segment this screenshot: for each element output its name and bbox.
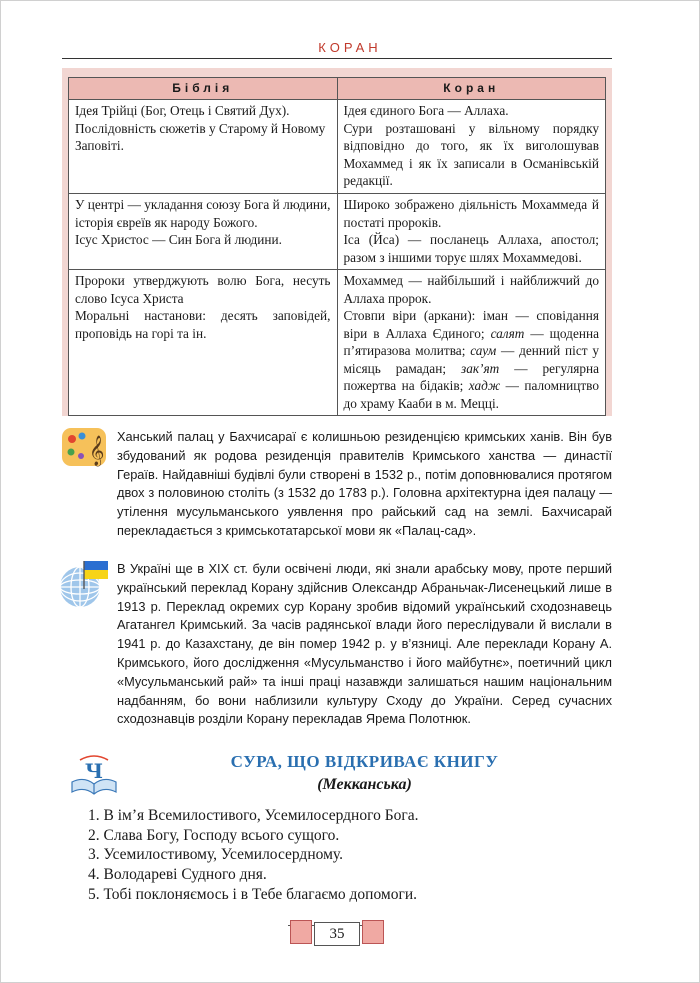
sura-subtitle: (Мекканська) — [317, 776, 412, 793]
cell-text: Ісус Христос — Син Бога й людини. — [75, 232, 282, 247]
header-rule — [62, 58, 612, 59]
comparison-table — [68, 77, 606, 416]
cell-text: Ідея Трійці (Бог, Отець і Святий Дух). — [75, 103, 290, 118]
quran-cell — [337, 194, 606, 270]
list-item: 3. Усемилостивому, Усемилосердному. — [88, 846, 343, 864]
table-row — [69, 194, 606, 270]
column-header-quran: Коран — [337, 78, 606, 100]
table-header-row — [69, 78, 606, 100]
cell-text: Моральні настанови: десять заповідей, проповідь на горі та ін. — [75, 308, 331, 341]
sura-title: СУРА, ЩО ВІДКРИВАЄ КНИГУ — [230, 752, 499, 771]
page-number: 35 — [314, 922, 360, 946]
cell-text-segment: — щоденна п’ятиразова молитва; — [343, 325, 599, 358]
list-item: 1. В ім’я Всемилостивого, Усемилосердного Бога. — [88, 807, 419, 824]
palace-info-block — [117, 428, 612, 541]
music-note-palette-icon — [60, 425, 110, 469]
term-khadzh: хадж — [468, 378, 501, 393]
running-title: КОРАН — [318, 40, 382, 55]
cell-text: Сури розташовані у вільному порядку відповідно до того, як їх виголошував Мохаммед і як їх записали в Османівській редакції. — [343, 120, 599, 188]
term-saum: саум — [470, 343, 497, 358]
verse-list — [88, 806, 588, 905]
cell-text-segment: — регулярна пожертва на бідаків; — [343, 360, 599, 393]
cell-text: Пророки утверджують волю Бога, несуть слово Ісуса Христа — [75, 273, 331, 306]
cell-text: Ідея єдиного Бога — Аллаха. — [343, 103, 509, 118]
svg-text:𝄞: 𝄞 — [89, 436, 105, 466]
translation-info-block — [117, 560, 612, 729]
cell-text-segment: — паломництво до храму Кааби в м. Мецці. — [343, 378, 599, 411]
cell-text-segment: Стовпи віри (аркани): іман — сповідання віри в Аллаха Єдиного; — [343, 308, 599, 341]
column-header-bible: Біблія — [69, 78, 338, 100]
book-icon-letter: Ч — [84, 759, 104, 783]
cell-text: Іса (Йса) — посланець Аллаха, апостол; разом з іншими торує шлях Мохаммедові. — [343, 232, 599, 265]
cell-text: Широко зображено діяльність Мохаммеда й постаті пророків. — [343, 197, 599, 230]
page-number-left-block — [290, 920, 312, 944]
term-salyat: салят — [490, 325, 525, 341]
quran-cell — [337, 270, 606, 416]
table-row — [69, 270, 606, 416]
cell-text-segment: — денний піст у місяць рамадан; — [343, 343, 599, 376]
cell-text: Мохаммед — найбільший і найближчий до Аллаха пророк. — [343, 273, 599, 306]
cell-text: У центрі — укладання союзу Бога й людини, історія євреїв як народу Божого. — [75, 197, 331, 230]
cell-text: Послідовність сюжетів у Старому й Новому Заповіті. — [75, 120, 326, 153]
palace-info-text: Ханський палац у Бахчисараї є колишньою резиденцією кримських ханів. Він був збудований як родова резиденція правителів Кримського ханства — династії Гераїв. Найдавніші будівлі були створені в 1532 р., потім доповнювалися протягом двох з половиною століть (з 1532 до 1783 р.). Головна архітектурна ідея палацу — утілення мусульманського уявлення про райський сад на землі. Бахчисарай перекладається з кримськотатарської мови як «Палац-сад». — [117, 429, 612, 538]
pillars-of-faith-text — [344, 307, 600, 412]
reading-book-icon — [68, 752, 120, 798]
page-number-right-block — [362, 920, 384, 944]
term-zakyat: зак’ят — [461, 360, 500, 376]
quran-cell — [337, 100, 606, 194]
bible-cell — [69, 194, 338, 270]
list-item: 2. Слава Богу, Господу всього сущого. — [88, 826, 340, 844]
bible-cell — [69, 270, 338, 416]
bible-cell — [69, 100, 338, 194]
globe-flag-icon — [56, 555, 112, 611]
list-item: 4. Володареві Судного дня. — [88, 866, 267, 884]
comparison-table-panel — [62, 68, 612, 416]
list-item: 5. Тобі поклоняємось і в Тебе благаємо допомоги. — [88, 885, 418, 903]
translation-info-text: В Україні ще в XIX ст. були освічені люди, які знали арабську мову, проте перший український переклад Корану здійснив Олександр Абраньчак-Лисенецький лише в 1913 р. Переклад окремих сур Корану зробив відомий український сходознавець Агатангел Кримський. За часів радянської влади його переслідували й вислали в 1941 р. до Казахстану, де він помер 1942 р. у в’язниці. Але переклади Корану А. Кримського, його дослідження «Мусульманство і його майбутнє», поетичний цикл «Мусульманський рай» та інші праці назавжди залишаться нашим національним надбанням, бо вони наблизили культуру Сходу до України. Серед сучасних сходознавців розділи Корану перекладав Ярема Полотнюк. — [117, 561, 612, 727]
table-row — [69, 100, 606, 194]
